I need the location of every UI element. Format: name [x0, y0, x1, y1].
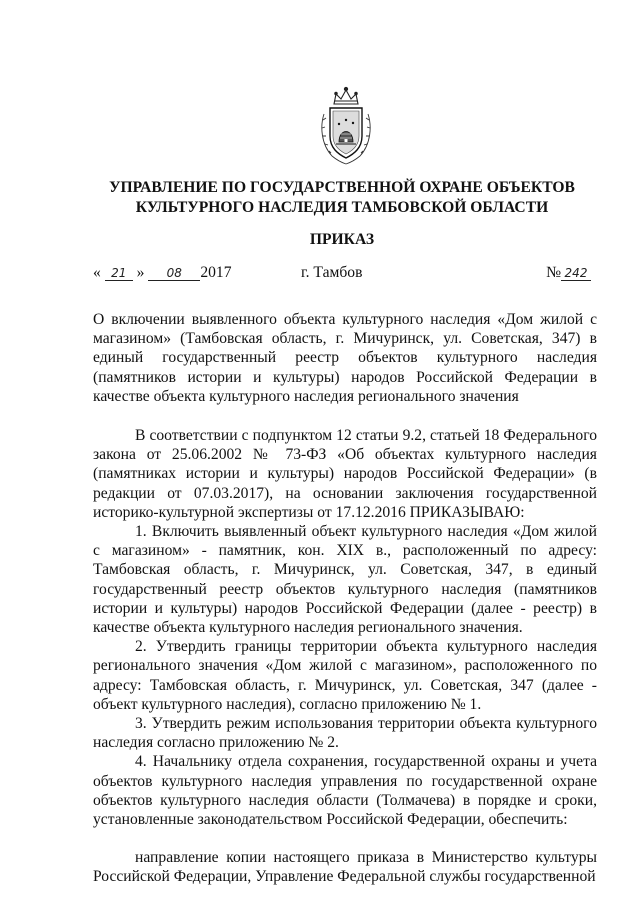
- order-date: [93, 264, 232, 282]
- clause-2: 2. Утвердить границы территории объекта культурного наследия регионального значения «Дом жилой с магазином», расположенного по адресу: Тамбовская область, г. Мичуринск, ул. Советская, 347 (далее - объект культурного наследия), согласно приложению № 1.: [93, 638, 597, 713]
- order-body: [93, 426, 597, 887]
- authority-line-1: УПРАВЛЕНИЕ ПО ГОСУДАРСТВЕННОЙ ОХРАНЕ ОБЪЕКТОВ: [109, 179, 575, 196]
- date-number-line: [93, 264, 591, 286]
- clause-1: 1. Включить выявленный объект культурного наследия «Дом жилой с магазином» - памятник, кон. XIX в., расположенный по адресу: Тамбовская область, г. Мичуринск, ул. Советская, 347, в единый государственный реестр объектов культурного наследия (памятников истории и культуры) народов Российской Федерации (далее - реестр) в качестве объекта культурного наследия регионального значения.: [93, 523, 597, 637]
- handwritten-number: 242: [561, 266, 591, 281]
- order-number: [546, 264, 591, 282]
- clause-3: 3. Утвердить режим использования территории объекта культурного наследия согласно приложению № 2.: [93, 715, 597, 752]
- issuing-authority: [92, 178, 592, 218]
- order-subject: О включении выявленного объекта культурного наследия «Дом жилой с магазином» (Тамбовская область, г. Мичуринск, ул. Советская, 347) в единый государственный реестр объектов культурного наследия (памятников истории и культуры) народов Российской Федерации в качестве объекта культурного наследия регионального значения: [93, 311, 597, 405]
- number-label: №: [546, 264, 561, 281]
- authority-line-2: КУЛЬТУРНОГО НАСЛЕДИЯ ТАМБОВСКОЙ ОБЛАСТИ: [135, 199, 549, 216]
- quote-close: »: [136, 264, 145, 281]
- clause-4: 4. Начальнику отдела сохранения, государственной охраны и учета объектов культурного наследия управления по государственной охране объектов культурного наследия области (Толмачева) в порядке и сроки, установленные законодательством Российской Федерации, обеспечить:: [93, 753, 597, 829]
- preamble-paragraph: В соответствии с подпунктом 12 статьи 9.2, статьей 18 Федерального закона от 25.06.2002 № 73-ФЗ «Об объектах культурного наследия (памятниках истории и культуры) народов Российской Федерации» (в редакции от 07.03.2017), на основании заключения государственной историко-культурной экспертизы от 17.12.2016 ПРИКАЗЫВАЮ:: [93, 427, 597, 521]
- order-year: 2017: [200, 264, 232, 281]
- handwritten-month: 08: [148, 266, 200, 281]
- coat-of-arms-emblem: [318, 86, 374, 166]
- document-type-title: ПРИКАЗ: [309, 231, 375, 248]
- clause-4-subitem: направление копии настоящего приказа в Министерство культуры Российской Федерации, Управление Федеральной службы государственной: [93, 849, 597, 886]
- handwritten-day: 21: [105, 266, 133, 281]
- quote-open: «: [93, 264, 101, 281]
- issuing-city: г. Тамбов: [301, 264, 363, 281]
- crown-icon: [334, 87, 358, 104]
